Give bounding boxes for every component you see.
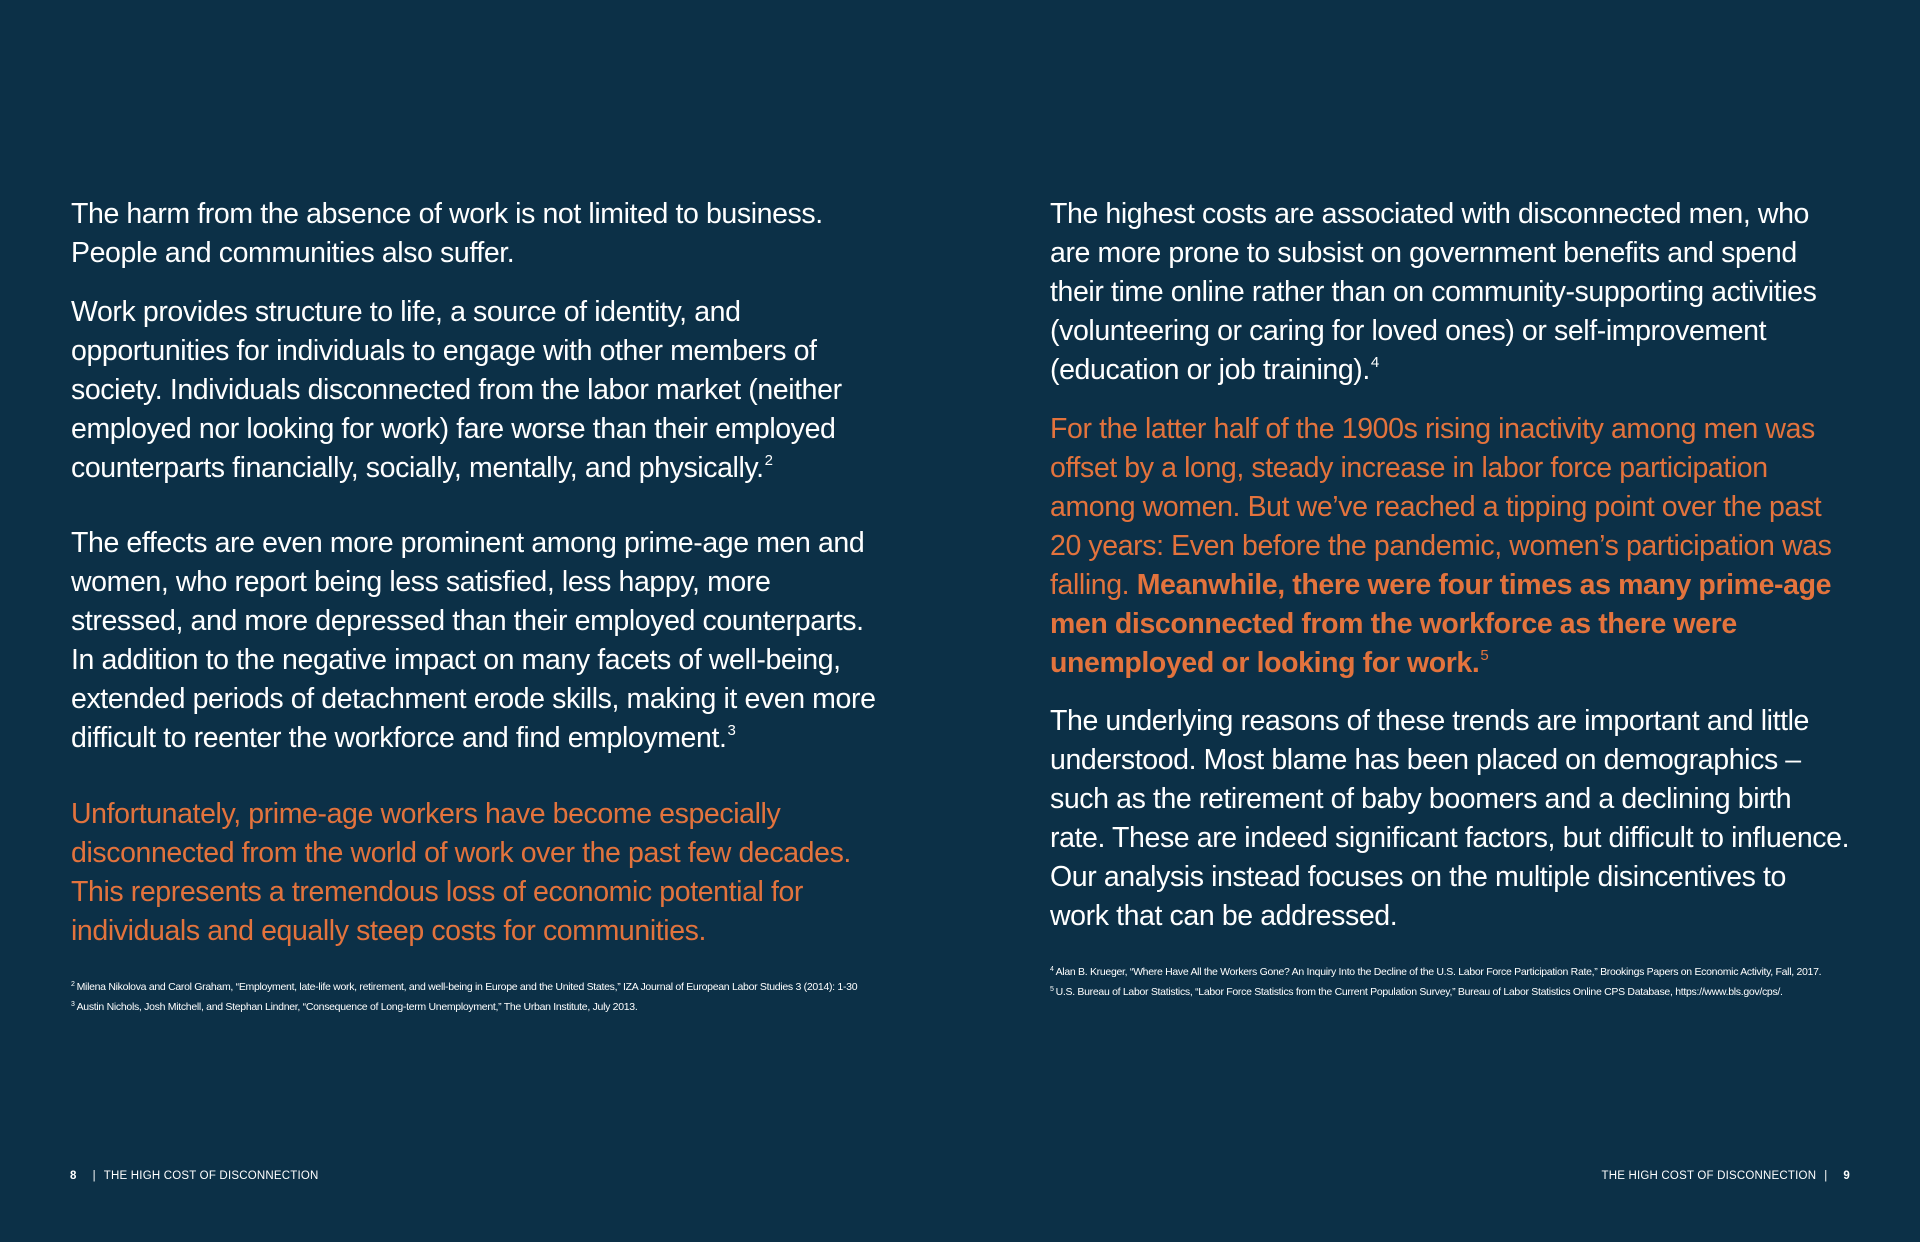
left-footer-title: THE HIGH COST OF DISCONNECTION — [103, 1170, 319, 1182]
right-paragraph-3: The underlying reasons of these trends are important and little understood. Most blame has been placed on demographics – such as the retirement of baby boomers and a declining birth rate. These are indeed significant factors, but difficult to influence. Our analysis instead focuses on the multiple disincentives to work that can be addressed. — [1050, 705, 1850, 932]
footnote-4-text: Alan B. Krueger, “Where Have All the Workers Gone? An Inquiry Into the Decline of the U.S. Labor Force Participation Rate,” Brookings Papers on Economic Activity, Fall, 2017. — [1055, 966, 1822, 978]
left-paragraph-3 — [71, 524, 881, 758]
footnote-ref-4: 4 — [1370, 354, 1379, 371]
footnote-ref-5: 5 — [1480, 647, 1489, 664]
left-paragraph-2-text: Work provides structure to life, a source of identity, and opportunities for individuals to engage with other members of society. Individuals disconnected from the labor market (neither employed nor looking for work) fare worse than their employed counterparts financially, socially, mentally, and physically. — [71, 296, 842, 484]
footnote-3-text: Austin Nichols, Josh Mitchell, and Stephan Lindner, “Consequence of Long-term Unemployment,” The Urban Institute, July 2013. — [76, 1001, 638, 1013]
footnote-ref-2: 2 — [764, 452, 773, 469]
left-footer-separator: | — [92, 1170, 96, 1182]
right-page-column — [1050, 195, 1850, 1002]
footnote-3-number: 3 — [71, 1001, 75, 1008]
right-highlight-regular-text: For the latter half of the 1900s rising inactivity among men was offset by a long, steady increase in labor force participation among women. But we’ve reached a tipping point over the past 20 years: Even before the pandemic, women’s participation was falling. — [1050, 413, 1832, 601]
left-paragraph-2 — [71, 293, 901, 488]
footnote-ref-3: 3 — [727, 722, 736, 739]
right-page-footer — [1601, 1168, 1850, 1184]
footnote-4 — [1050, 962, 1850, 982]
right-footnotes — [1050, 962, 1850, 1002]
left-paragraph-3-text: The effects are even more prominent among prime-age men and women, who report being less satisfied, less happy, more stressed, and more depressed than their employed counterparts. In addition to the negative impact on many facets of well-being, extended periods of detachment erode skills, making it even more difficult to reenter the workforce and find employment. — [71, 527, 876, 754]
footnote-2-number: 2 — [71, 981, 75, 988]
footnote-5-text: U.S. Bureau of Labor Statistics, “Labor Force Statistics from the Current Population Survey,” Bureau of Labor Statistics Online CPS Database, https://www.bls.gov/cps/. — [1055, 986, 1783, 998]
footnote-2 — [71, 977, 901, 997]
footnote-4-number: 4 — [1050, 966, 1054, 973]
right-highlight-paragraph — [1050, 410, 1850, 683]
left-paragraph-1: The harm from the absence of work is not limited to business. People and communities also suffer. — [71, 198, 823, 269]
left-page-number: 8 — [70, 1170, 77, 1182]
left-page-column — [71, 195, 901, 1017]
footnote-2-text: Milena Nikolova and Carol Graham, “Employment, late-life work, retirement, and well-being in Europe and the United States,” IZA Journal of European Labor Studies 3 (2014): 1-30 — [76, 981, 858, 993]
right-footer-title: THE HIGH COST OF DISCONNECTION — [1601, 1170, 1817, 1182]
footnote-3 — [71, 997, 901, 1017]
footnote-5-number: 5 — [1050, 986, 1054, 993]
right-footer-separator: | — [1824, 1170, 1828, 1182]
footnote-5 — [1050, 982, 1850, 1002]
left-page-footer — [70, 1168, 319, 1184]
right-highlight-bold-text: Meanwhile, there were four times as many prime-age men disconnected from the workforce as there were unemployed or looking for work. — [1050, 569, 1832, 679]
right-page-number: 9 — [1843, 1170, 1850, 1182]
left-highlight-paragraph: Unfortunately, prime-age workers have become especially disconnected from the world of work over the past few decades. This represents a tremendous loss of economic potential for individuals and equally steep costs for communities. — [71, 798, 851, 947]
right-paragraph-1-text: The highest costs are associated with disconnected men, who are more prone to subsist on government benefits and spend their time online rather than on community-supporting activities (volunteering or caring for loved ones) or self-improvement (education or job training). — [1050, 198, 1817, 386]
right-paragraph-1 — [1050, 195, 1850, 390]
left-footnotes — [71, 977, 901, 1017]
